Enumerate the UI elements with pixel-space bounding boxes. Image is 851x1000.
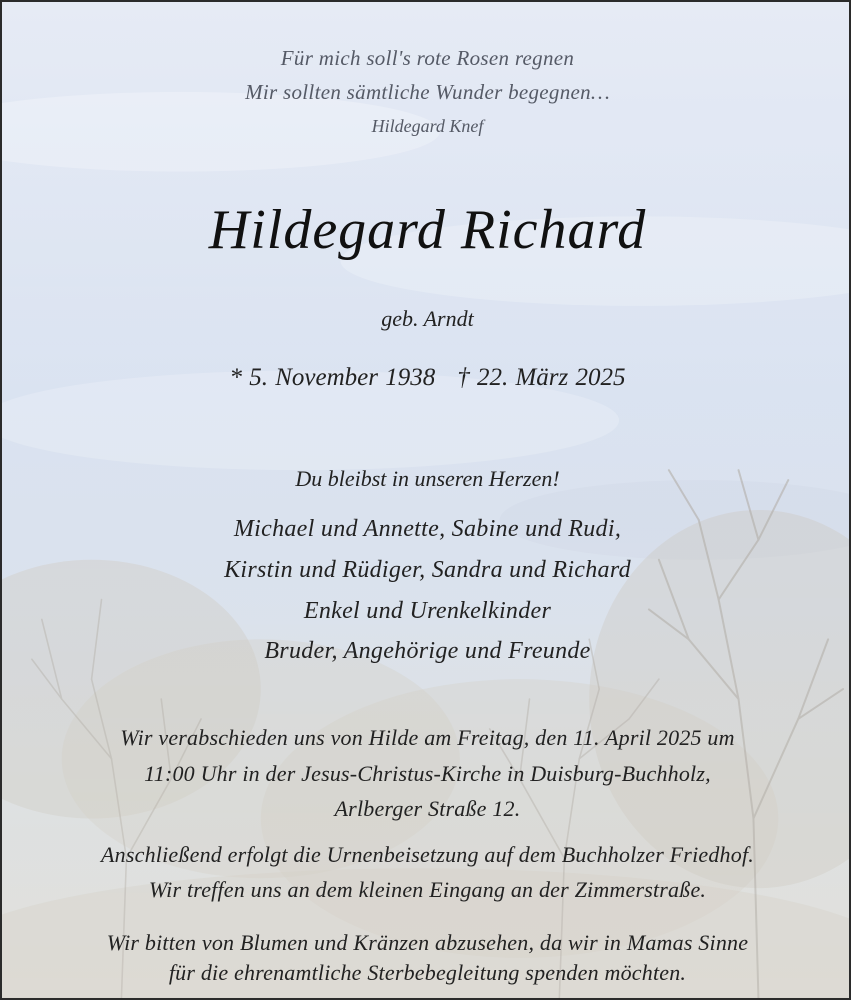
quote-line-1: Für mich soll's rote Rosen regnen bbox=[280, 46, 575, 70]
donation-line-1: Wir bitten von Blumen und Kränzen abzusehen, da wir in Mamas Sinne bbox=[106, 930, 749, 955]
quote-line-2: Mir sollten sämtliche Wunder begegnen… bbox=[245, 80, 610, 104]
memorial-motto: Du bleibst in unseren Herzen! bbox=[295, 466, 560, 491]
quote-author: Hildegard Knef bbox=[371, 116, 484, 136]
family-line-4: Bruder, Angehörige und Freunde bbox=[264, 638, 591, 664]
deceased-name: Hildegard Richard bbox=[208, 199, 647, 261]
ceremony-line-3: Arlberger Straße 12. bbox=[334, 796, 521, 821]
family-line-3: Enkel und Urenkelkinder bbox=[303, 598, 552, 624]
burial-line-1: Anschließend erfolgt die Urnenbeisetzung auf dem Buchholzer Friedhof. bbox=[101, 842, 754, 867]
life-dates bbox=[2, 364, 851, 392]
ceremony-line-1: Wir verabschieden uns von Hilde am Freitag, den 11. April 2025 um bbox=[120, 725, 735, 750]
burial-line-2: Wir treffen uns an dem kleinen Eingang an der Zimmerstraße. bbox=[148, 877, 707, 902]
donation-line-2: für die ehrenamtliche Sterbebegleitung spenden möchten. bbox=[168, 960, 687, 985]
maiden-name: geb. Arndt bbox=[381, 306, 474, 331]
death-date: † 22. März 2025 bbox=[457, 364, 626, 391]
birth-date: * 5. November 1938 bbox=[229, 364, 436, 391]
ceremony-line-2: 11:00 Uhr in der Jesus-Christus-Kirche in Duisburg-Buchholz, bbox=[144, 761, 711, 786]
family-line-2: Kirstin und Rüdiger, Sandra und Richard bbox=[224, 557, 631, 583]
family-line-1: Michael und Annette, Sabine und Rudi, bbox=[233, 516, 622, 542]
